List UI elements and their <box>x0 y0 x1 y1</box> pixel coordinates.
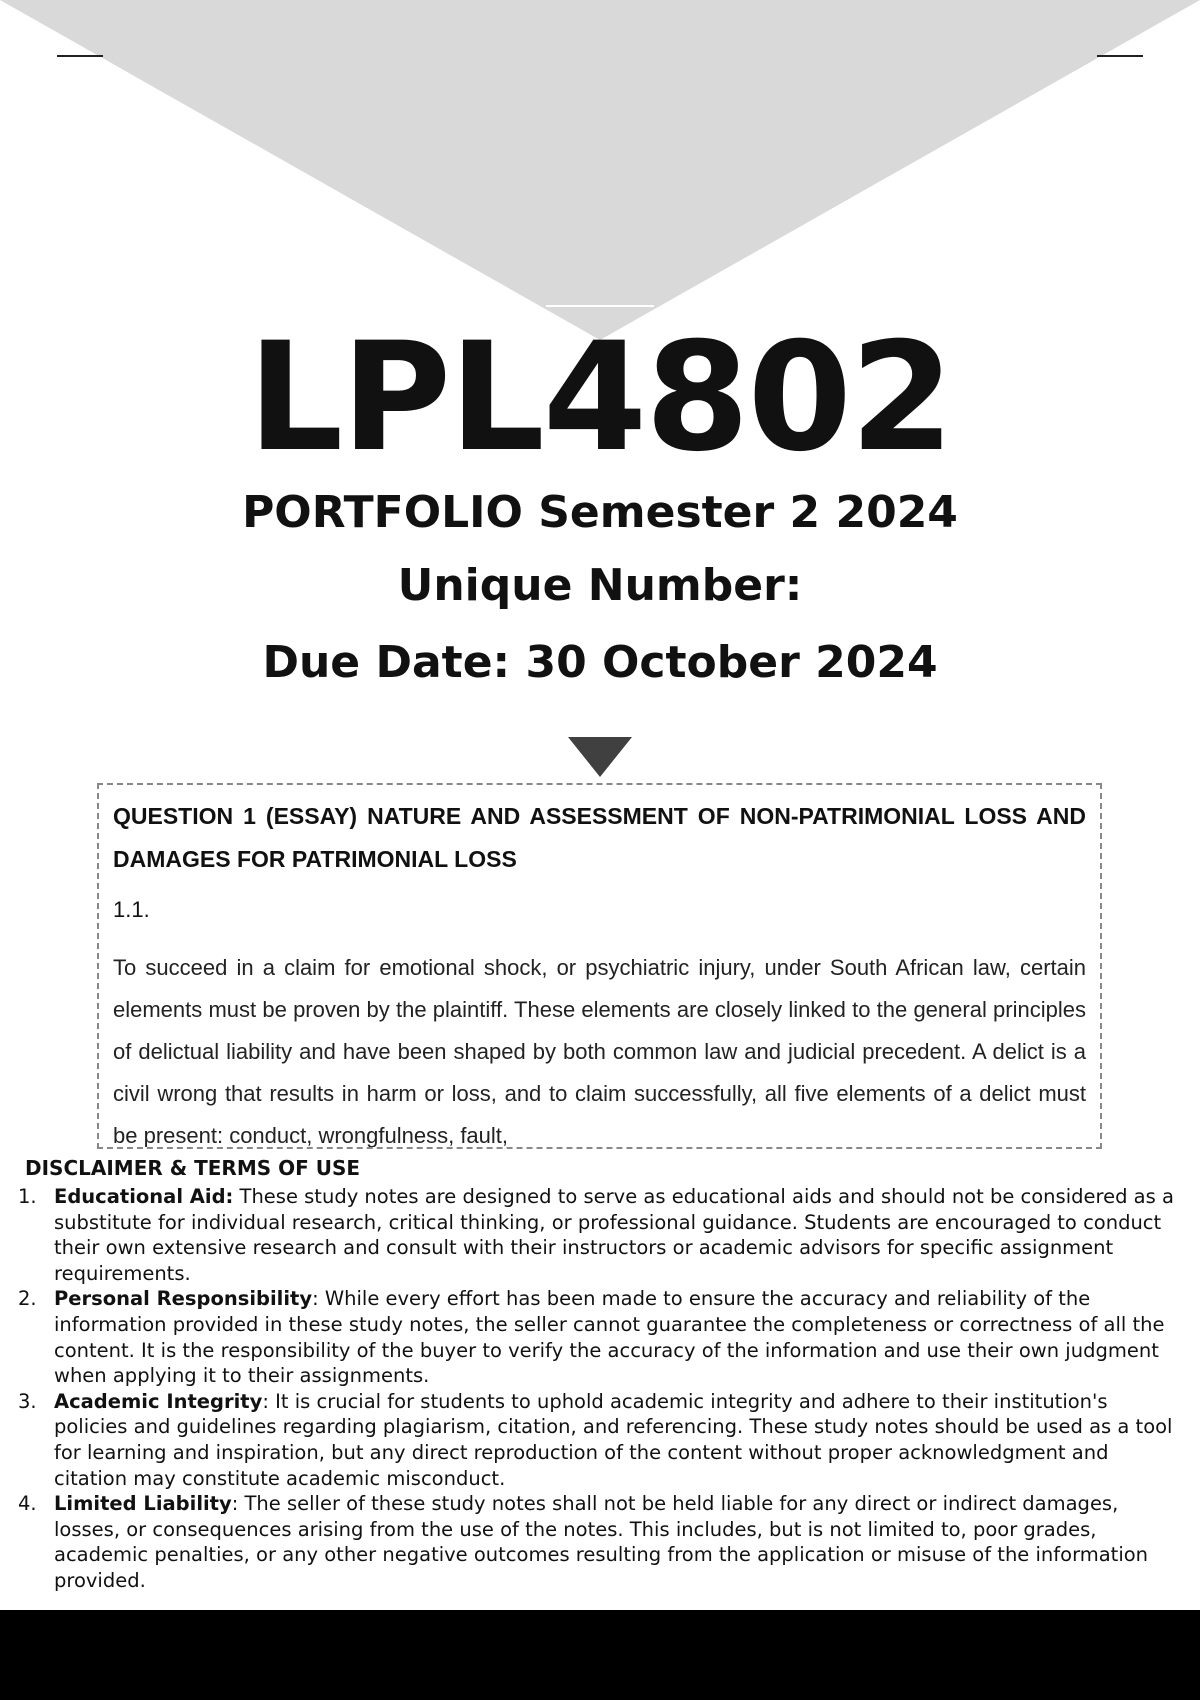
question-body: To succeed in a claim for emotional shock, or psychiatric injury, under South African law, certain elements must be proven by the plaintiff. These elements are closely linked to the general principles of delictual liability and have been shaped by both common law and judicial precedent. A delict is a civil wrong that results in harm or loss, and to claim successfully, all five elements of a delict must be present: conduct, wrongfulness, fault, <box>113 955 1086 1148</box>
portfolio-subtitle: PORTFOLIO Semester 2 2024 <box>242 487 958 538</box>
disclaimer-item-text: These study notes are designed to serve as educational aids and should not be considered as a substitute for individual research, critical thinking, or professional guidance. Students are encouraged to conduct their own extensive research and consult with their instructors or academic advisors for specific assignment requirements. <box>54 1185 1174 1285</box>
question-number: 1.1. <box>113 897 150 922</box>
disclaimer-item: 2. Personal Responsibility: While every effort has been made to ensure the accuracy and reliability of the information provided in these study notes, the seller cannot guarantee the completeness or correctness of all the content. It is the responsibility of the buyer to verify the accuracy of the information and use their own judgment when applying it to their assignments. <box>18 1287 1165 1388</box>
disclaimer-list <box>0 1184 1200 1594</box>
corner-rule-right <box>1097 55 1143 57</box>
disclaimer-item: 3. Academic Integrity: It is crucial for students to uphold academic integrity and adhere to their institution's policies and guidelines regarding plagiarism, citation, and referencing. These study notes should be used as a tool for learning and inspiration, but any direct reproduction of the content without proper acknowledgment and citation may constitute academic misconduct. <box>18 1389 1173 1490</box>
disclaimer-item-heading: Academic Integrity <box>54 1389 263 1413</box>
disclaimer-item-heading: Educational Aid: <box>54 1185 234 1208</box>
disclaimer-item: 1. Educational Aid: These study notes are designed to serve as educational aids and should not be considered as a substitute for individual research, critical thinking, or professional guidance. Students are encouraged to conduct their own extensive research and consult with their instructors or academic advisors for specific assignment requirements. <box>18 1185 1174 1285</box>
question-title: QUESTION 1 (ESSAY) NATURE AND ASSESSMENT OF NON-PATRIMONIAL LOSS AND DAMAGES FOR PATRIMONIAL LOSS <box>113 803 1086 872</box>
footer-bar <box>0 1610 1200 1700</box>
disclaimer-item-text: : While every effort has been made to ensure the accuracy and reliability of the information provided in these study notes, the seller cannot guarantee the completeness or correctness of all the content. It is the responsibility of the buyer to verify the accuracy of the information and use their own judgment when applying it to their assignments. <box>54 1287 1165 1388</box>
cover-chevron-banner <box>0 0 1200 340</box>
disclaimer-item: 4. Limited Liability: The seller of these study notes shall not be held liable for any direct or indirect damages, losses, or consequences arising from the use of the notes. This includes, but is not limited to, poor grades, academic penalties, or any other negative outcomes resulting from the application or misuse of the information provided. <box>18 1492 1149 1592</box>
down-arrow-icon <box>568 737 632 777</box>
disclaimer-section <box>0 1155 1200 1594</box>
corner-rule-left <box>57 55 103 57</box>
due-date: Due Date: 30 October 2024 <box>262 637 938 688</box>
course-code: LPL4802 <box>247 311 953 485</box>
disclaimer-title: DISCLAIMER & TERMS OF USE <box>25 1156 361 1180</box>
disclaimer-item-text: : It is crucial for students to uphold academic integrity and adhere to their institution's policies and guidelines regarding plagiarism, citation, and referencing. These study notes should be used as a tool for learning and inspiration, but any direct reproduction of the content without proper acknowledgment and citation may constitute academic misconduct. <box>54 1389 1173 1490</box>
disclaimer-item-heading: Personal Responsibility <box>54 1287 313 1311</box>
unique-number-label: Unique Number: <box>397 560 803 611</box>
question-preview-box <box>97 783 1102 1149</box>
disclaimer-item-text: : The seller of these study notes shall not be held liable for any direct or indirect damages, losses, or consequences arising from the use of the notes. This includes, but is not limited to, poor grades, academic penalties, or any other negative outcomes resulting from the application or misuse of the information provided. <box>54 1492 1149 1592</box>
disclaimer-item-heading: Limited Liability <box>54 1492 232 1516</box>
